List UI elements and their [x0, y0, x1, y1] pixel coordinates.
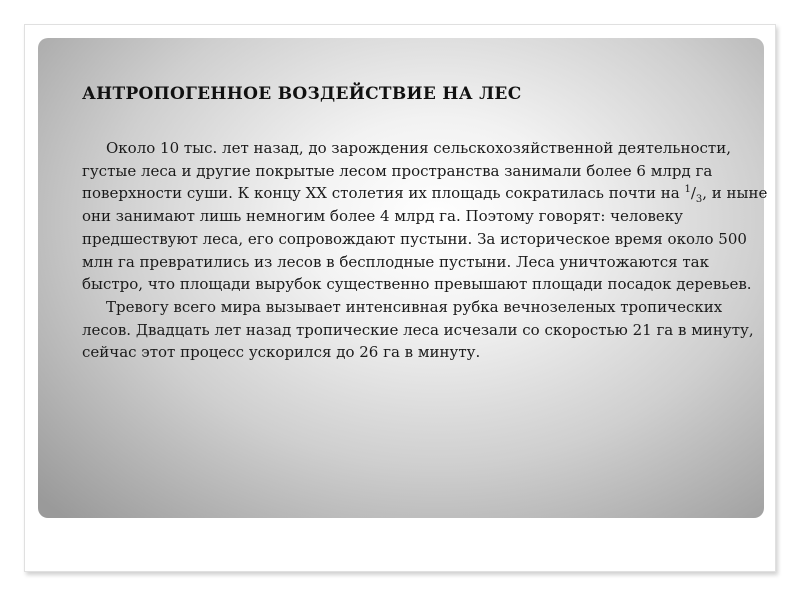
slide-title: АНТРОПОГЕННОЕ ВОЗДЕЙСТВИЕ НА ЛЕС [82, 84, 522, 104]
fraction-numerator: 1 [684, 184, 691, 196]
paragraph-2: Тревогу всего мира вызывает интенсивная рубка вечнозеленых тропических лесов. Двадцать лет назад тропические леса исчезали со скоростью 21 га в минуту, сейчас этот процесс ускорился до 26 га в минуту. [82, 297, 754, 362]
paragraph-1-text-end: , и ныне они занимают лишь немногим более 4 млрд га. Поэтому говорят: человеку предшествуют леса, его сопровождают пустыни. За историческое время около 500 млн га превратились из лесов в бесплодные пустыни. Леса уничтожаются так быстро, что площади вырубок существенно превышают площади посадок деревьев. [82, 184, 768, 294]
fraction-one-third [684, 184, 703, 206]
fraction-slash: / [690, 184, 696, 203]
paragraph-1-text-start: Около 10 тыс. лет назад, до зарождения сельскохозяйственной деятельности, густые леса и другие покрытые лесом пространства занимали более 6 млрд га поверхности суши. К концу XX столетия их площадь сократилась почти на [82, 139, 731, 203]
paragraph-1 [82, 137, 772, 296]
fraction-denominator: 3 [695, 194, 703, 206]
slide-body [82, 137, 772, 364]
